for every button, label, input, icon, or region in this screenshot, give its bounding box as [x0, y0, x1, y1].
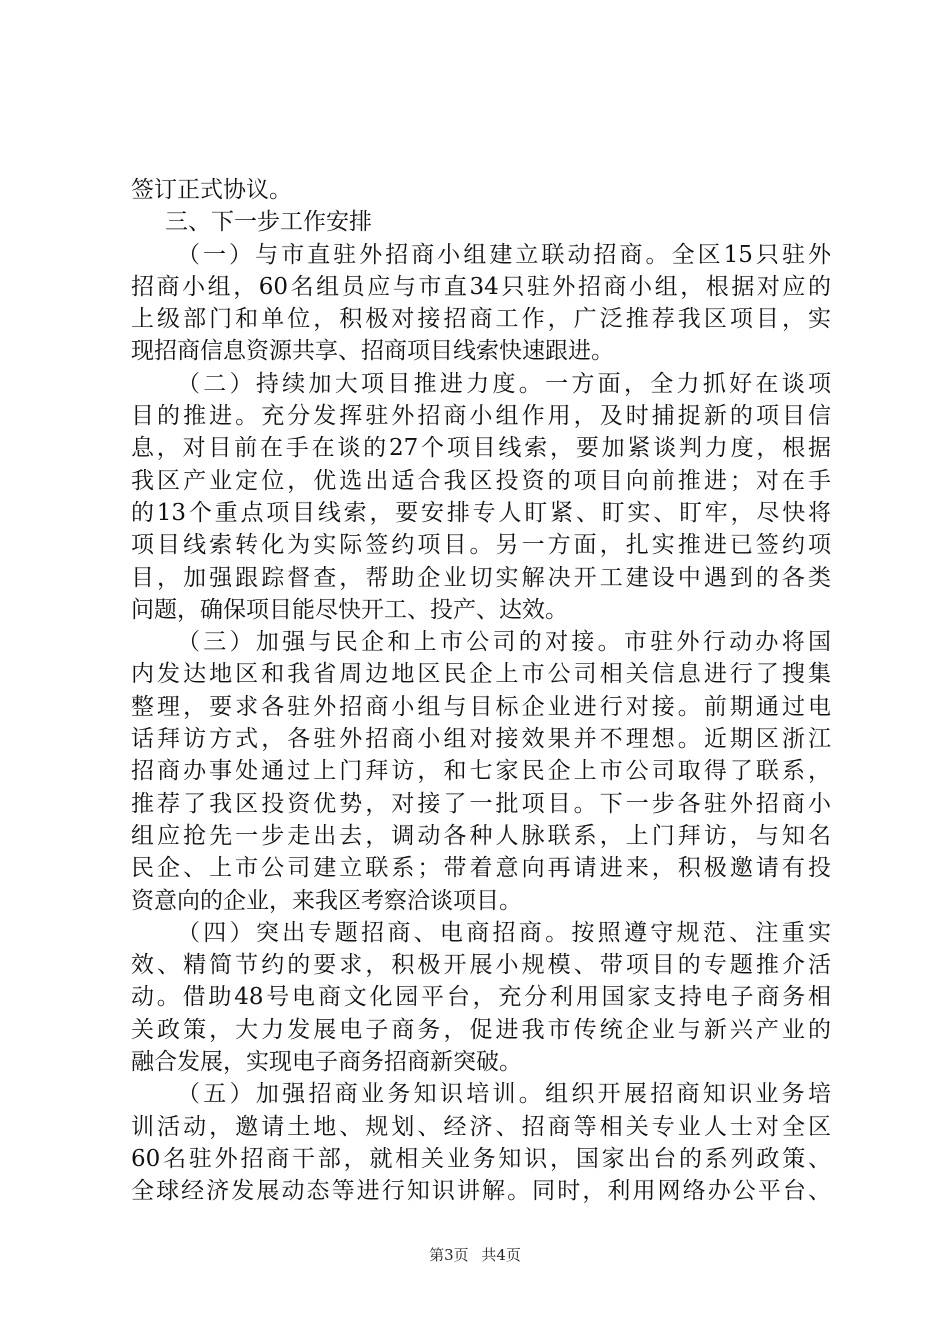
document-body	[131, 174, 831, 1208]
paragraph-2-line: （二）持续加大项目推进力度。一方面，全力抓好在谈项	[177, 370, 831, 397]
paragraph-5-line: 全球经济发展动态等进行知识讲解。同时，利用网络办公平台、	[131, 1178, 831, 1205]
paragraph-4-line: 融合发展，实现电子商务招商新突破。	[131, 1049, 522, 1076]
paragraph-2-line: 息，对目前在手在谈的27个项目线索，要加紧谈判力度，根据	[131, 435, 831, 462]
paragraph-3-line: 整理，要求各驻外招商小组与目标企业进行对接。前期通过电	[131, 693, 831, 720]
paragraph-1-line: 招商小组，60名组员应与市直34只驻外招商小组，根据对应的	[131, 273, 831, 300]
paragraph-2-line: 我区产业定位，优选出适合我区投资的项目向前推进；对在手	[131, 467, 831, 494]
paragraph-4-line: （四）突出专题招商、电商招商。按照遵守规范、注重实	[177, 919, 831, 946]
paragraph-3-line: 招商办事处通过上门拜访，和七家民企上市公司取得了联系，	[131, 758, 831, 785]
paragraph-5-line: （五）加强招商业务知识培训。组织开展招商知识业务培	[177, 1081, 831, 1108]
page-footer	[0, 1244, 950, 1265]
paragraph-2-line: 目，加强跟踪督查，帮助企业切实解决开工建设中遇到的各类	[131, 564, 831, 591]
paragraph-3-line: 内发达地区和我省周边地区民企上市公司相关信息进行了搜集	[131, 661, 831, 688]
paragraph-3-line: 组应抢先一步走出去，调动各种人脉联系，上门拜访，与知名	[131, 822, 831, 849]
paragraph-1-line: （一）与市直驻外招商小组建立联动招商。全区15只驻外	[177, 241, 831, 268]
paragraph-2-line: 目的推进。充分发挥驻外招商小组作用，及时捕捉新的项目信	[131, 403, 831, 430]
paragraph-2-line: 问题，确保项目能尽快开工、投产、达效。	[131, 596, 568, 623]
section-heading: 三、下一步工作安排	[165, 209, 372, 236]
paragraph-4-line: 动。借助48号电商文化园平台，充分利用国家支持电子商务相	[131, 984, 831, 1011]
page-number: 第3页	[429, 1246, 469, 1264]
paragraph-2-line: 项目线索转化为实际签约项目。另一方面，扎实推进已签约项	[131, 532, 831, 559]
paragraph-5-line: 60名驻外招商干部，就相关业务知识，国家出台的系列政策、	[131, 1145, 831, 1172]
paragraph-4-line: 效、精简节约的要求，积极开展小规模、带项目的专题推介活	[131, 952, 831, 979]
paragraph-1-line: 上级部门和单位，积极对接招商工作，广泛推荐我区项目，实	[131, 306, 831, 333]
paragraph-2-line: 的13个重点项目线索，要安排专人盯紧、盯实、盯牢，尽快将	[131, 499, 831, 526]
paragraph-3-line: 民企、上市公司建立联系；带着意向再请进来，积极邀请有投	[131, 855, 831, 882]
paragraph-3-line: （三）加强与民企和上市公司的对接。市驻外行动办将国	[177, 629, 831, 656]
paragraph-1-line: 现招商信息资源共享、招商项目线索快速跟进。	[131, 338, 614, 365]
paragraph-4-line: 关政策，大力发展电子商务，促进我市传统企业与新兴产业的	[131, 1016, 831, 1043]
paragraph-5-line: 训活动，邀请土地、规划、经济、招商等相关专业人士对全区	[131, 1113, 831, 1140]
paragraph-3-line: 资意向的企业，来我区考察洽谈项目。	[131, 887, 522, 914]
paragraph-3-line: 推荐了我区投资优势，对接了一批项目。下一步各驻外招商小	[131, 790, 831, 817]
paragraph-3-line: 话拜访方式，各驻外招商小组对接效果并不理想。近期区浙江	[131, 726, 831, 753]
text-line: 签订正式协议。	[131, 177, 292, 203]
page-total: 共4页	[481, 1246, 521, 1264]
